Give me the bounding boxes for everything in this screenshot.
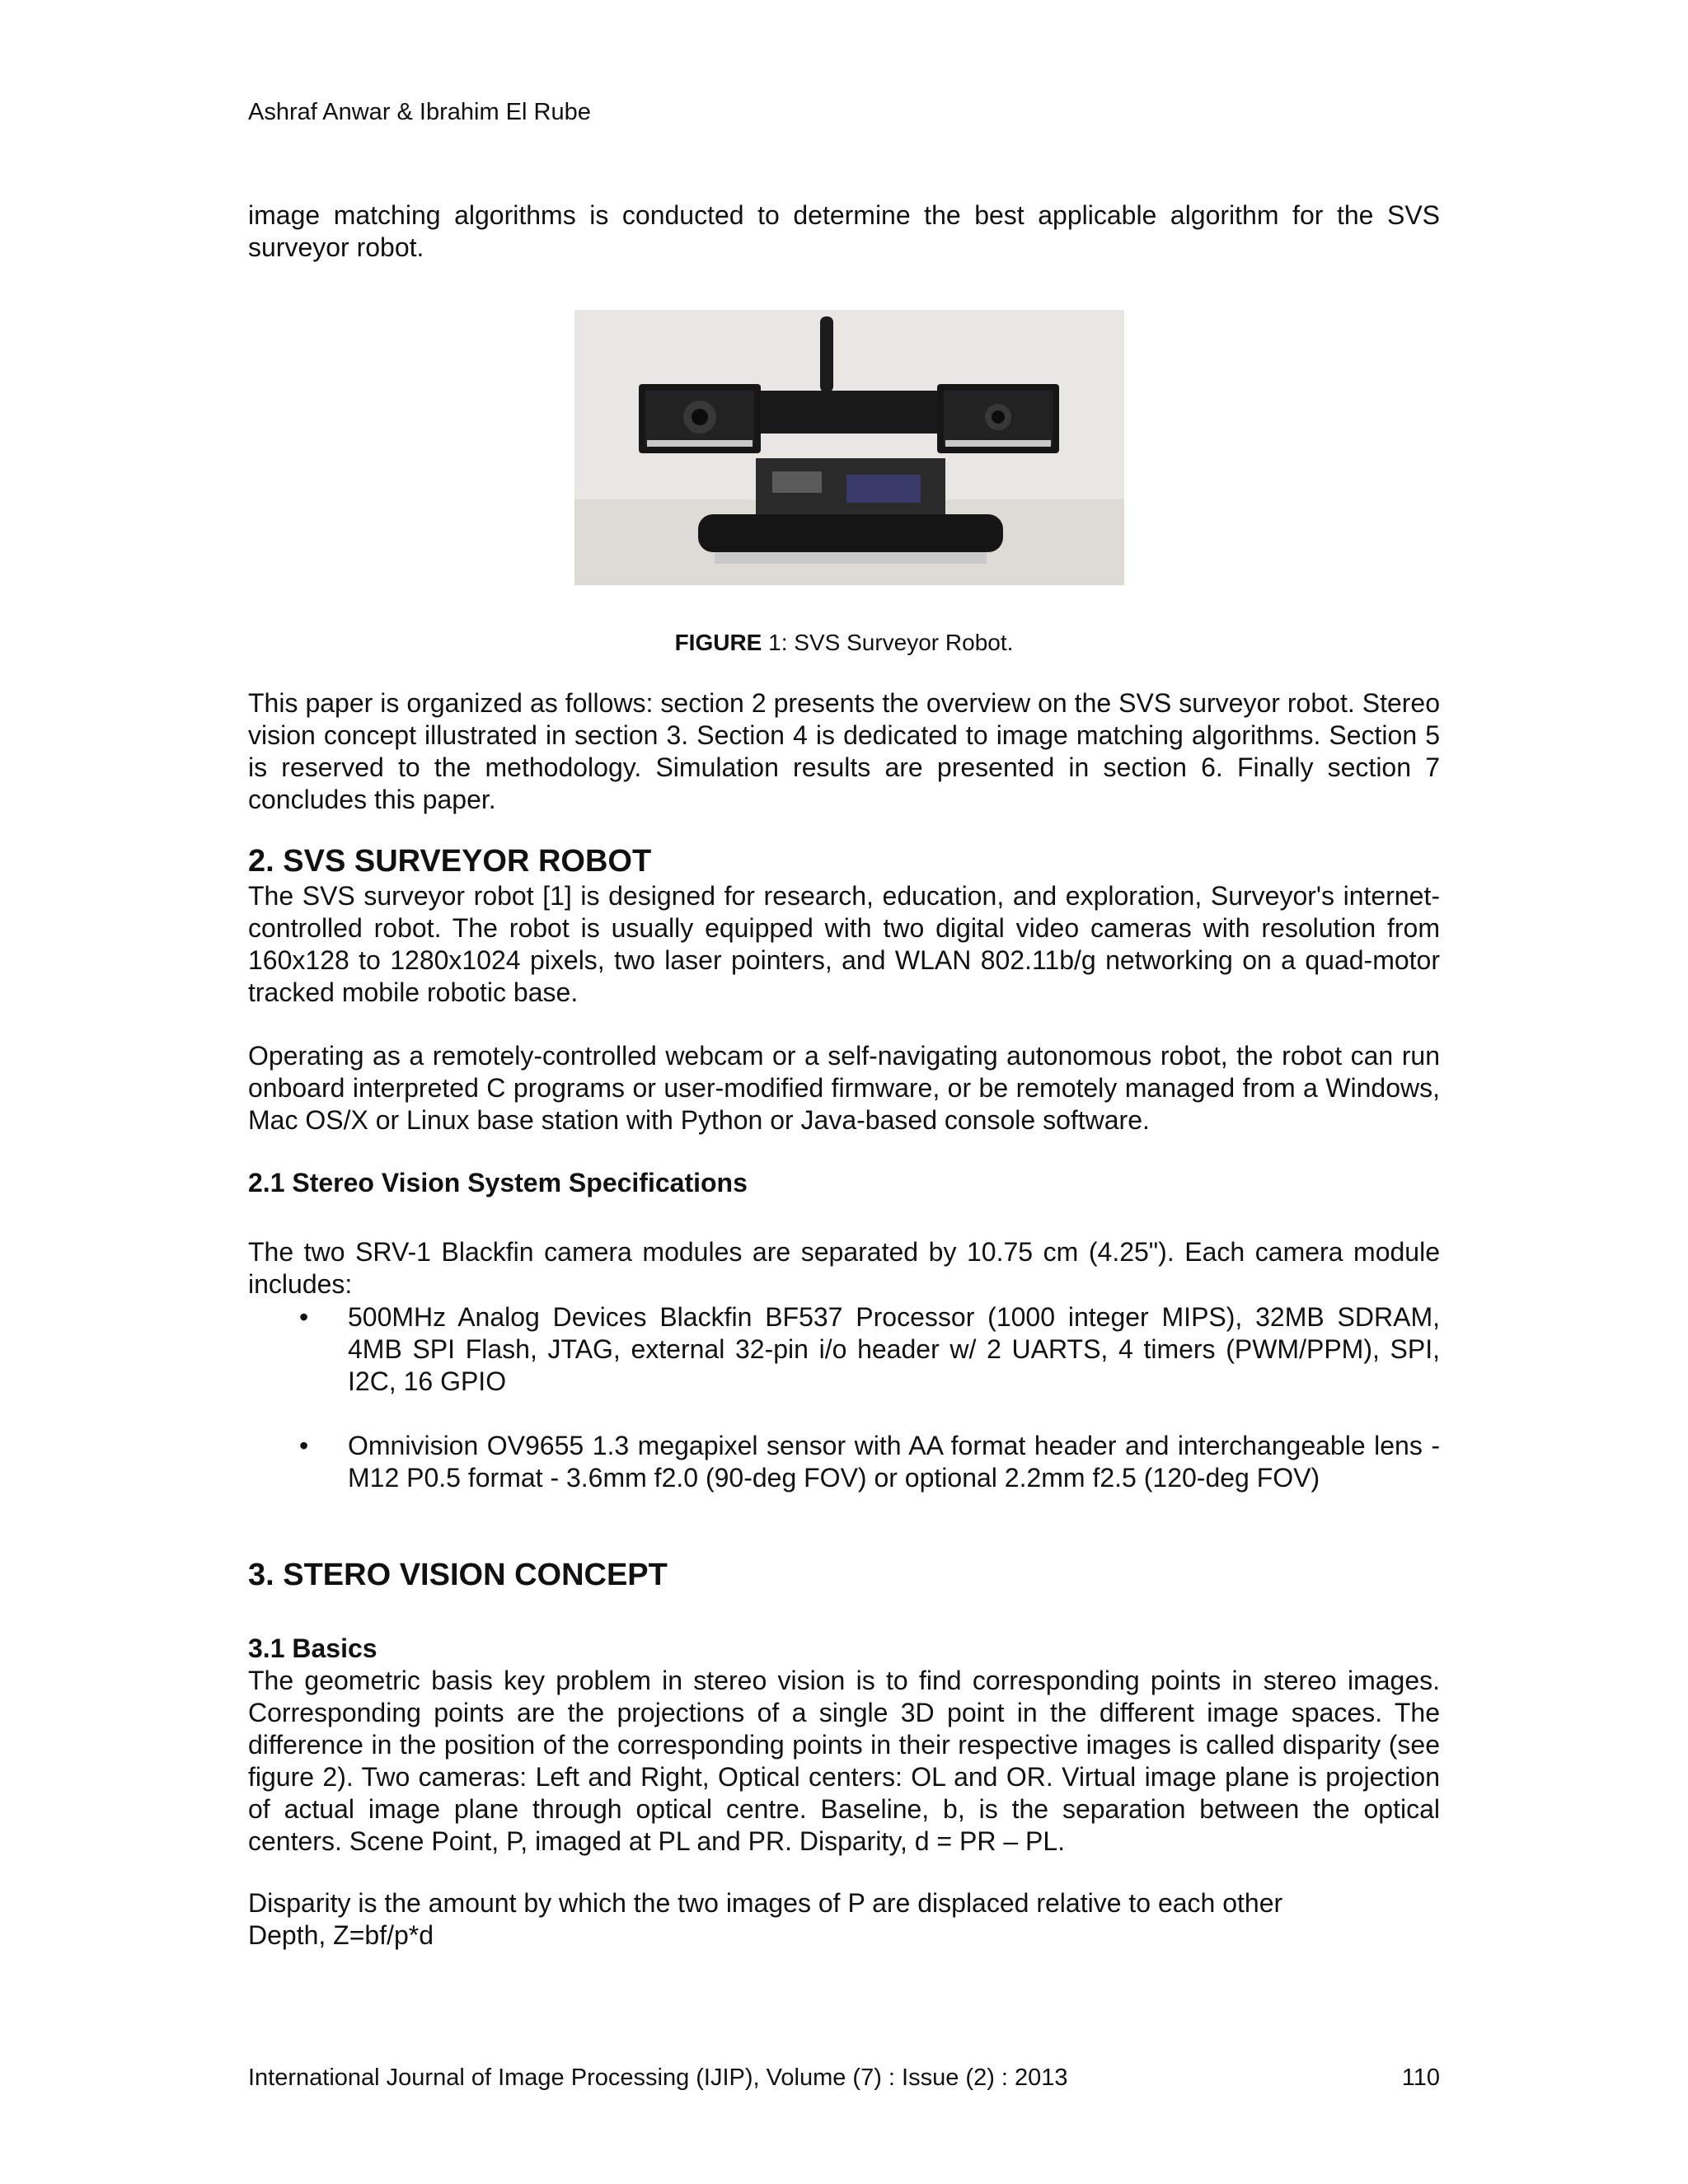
spec-list-item-text: Omnivision OV9655 1.3 megapixel sensor with AA format header and interchangeable lens - M12 P0.5 format - 3.6mm f2.0 (90-deg FOV) or optional 2.2mm f2.5 (120-deg FOV) [348, 1431, 1440, 1493]
section-3-1-paragraph-2 [248, 1887, 1440, 1952]
subsection-2-1-heading: 2.1 Stereo Vision System Specifications [248, 1168, 748, 1197]
footer-journal-citation: International Journal of Image Processing (IJIP), Volume (7) : Issue (2) : 2013 [248, 2064, 1068, 2091]
page-footer [248, 2064, 1440, 2092]
intro-paragraph: image matching algorithms is conducted to determine the best applicable algorithm for the SVS surveyor robot. [248, 200, 1440, 262]
spec-list-item-text: 500MHz Analog Devices Blackfin BF537 Processor (1000 integer MIPS), 32MB SDRAM, 4MB SPI Flash, JTAG, external 32-pin i/o header w/ 2 UARTS, 4 timers (PWM/PPM), SPI, I2C, 16 GPIO [348, 1302, 1440, 1396]
section-2-paragraph-1: The SVS surveyor robot [1] is designed for research, education, and exploration, Surveyor's internet-controlled robot. The robot is usually equipped with two digital video cameras with resolution from 160x128 to 1280x1024 pixels, two laser pointers, and WLAN 802.11b/g networking on a quad-motor tracked mobile robotic base. [248, 881, 1440, 1007]
organization-paragraph: This paper is organized as follows: section 2 presents the overview on the SVS surveyor robot. Stereo vision concept illustrated in section 3. Section 4 is dedicated to image matching algorithms. Section 5 is reserved to the methodology. Simulation results are presented in section 6. Finally section 7 concludes this paper. [248, 688, 1440, 814]
subsection-3-1-heading: 3.1 Basics [248, 1633, 377, 1663]
depth-formula-line: Depth, Z=bf/p*d [248, 1920, 434, 1950]
robot-figure-image [574, 310, 1124, 585]
spec-list-item [248, 1430, 1440, 1494]
figure-caption [248, 630, 1440, 656]
running-head-authors: Ashraf Anwar & Ibrahim El Rube [248, 99, 591, 125]
section-2-paragraph-2: Operating as a remotely-controlled webcam or a self-navigating autonomous robot, the robot can run onboard interpreted C programs or user-modified firmware, or be remotely managed from a Windows, Mac OS/X or Linux base station with Python or Java-based console software. [248, 1041, 1440, 1135]
spec-list-item [248, 1301, 1440, 1398]
figure-caption-label: FIGURE [674, 630, 762, 655]
bullet-dot-icon: • [299, 1431, 309, 1460]
bullet-dot-icon: • [299, 1302, 309, 1332]
disparity-definition-line: Disparity is the amount by which the two images of P are displaced relative to each other [248, 1888, 1283, 1918]
page-number: 110 [1401, 2064, 1440, 2091]
camera-module-spec-list [248, 1301, 1440, 1494]
figure-caption-text: 1: SVS Surveyor Robot. [762, 630, 1014, 655]
section-2-heading: 2. SVS SURVEYOR ROBOT [248, 844, 652, 879]
section-3-1-paragraph-1: The geometric basis key problem in stereo vision is to find corresponding points in stereo images. Corresponding points are the projections of a single 3D point in the different image spaces. The difference in the position of the corresponding points in their respective images is called disparity (see figure 2). Two cameras: Left and Right, Optical centers: OL and OR. Virtual image plane is projection of actual image plane through optical centre. Baseline, b, is the separation between the optical centers. Scene Point, P, imaged at PL and PR. Disparity, d = PR – PL. [248, 1666, 1440, 1856]
section-2-1-paragraph: The two SRV-1 Blackfin camera modules are separated by 10.75 cm (4.25"). Each camera module includes: [248, 1237, 1440, 1299]
section-3-heading: 3. STERO VISION CONCEPT [248, 1558, 668, 1592]
